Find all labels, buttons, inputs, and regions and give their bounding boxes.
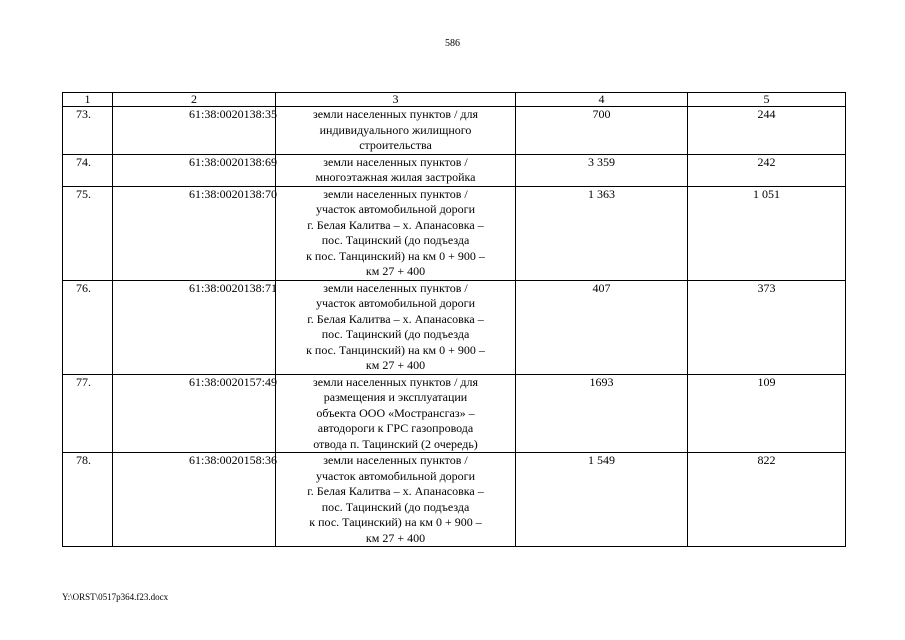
table-body	[63, 107, 846, 547]
description-line: пос. Тацинский (до подъезда	[321, 233, 470, 247]
description-line: к пос. Танцинский) на км 0 + 900 –	[306, 248, 485, 263]
cadastral-number-cell: 61:38:0020157:49	[113, 374, 276, 453]
description-line: земли населенных пунктов /	[323, 453, 468, 467]
description-line: участок автомобильной дороги	[315, 202, 476, 216]
col4-value-cell: 407	[516, 280, 688, 374]
col4-value-cell: 1 363	[516, 186, 688, 280]
col4-value-cell: 1693	[516, 374, 688, 453]
col4-value-cell: 700	[516, 107, 688, 155]
table-row	[63, 280, 846, 374]
header-row	[63, 93, 846, 107]
description-line: строительства	[359, 138, 432, 152]
description-line: пос. Тацинский (до подъезда	[321, 499, 470, 514]
header-col-1: 1	[63, 93, 113, 107]
description-cell	[276, 186, 516, 280]
description-line: участок автомобильной дороги	[315, 468, 476, 483]
col5-value-cell: 109	[688, 374, 846, 453]
description-line: многоэтажная жилая застройка	[315, 170, 476, 184]
description-line: г. Белая Калитва – х. Апанасовка –	[307, 484, 484, 498]
cadastral-number-cell: 61:38:0020138:35	[113, 107, 276, 155]
description-line: пос. Тацинский (до подъезда	[321, 327, 470, 341]
description-cell	[276, 374, 516, 453]
page-number: 586	[445, 38, 460, 49]
col5-value-cell: 822	[688, 453, 846, 547]
footer-file-path: Y:\ORST\0517p364.f23.docx	[62, 592, 169, 602]
land-plots-table	[62, 92, 846, 547]
cadastral-number-cell: 61:38:0020138:69	[113, 154, 276, 186]
row-number-cell: 78.	[63, 453, 113, 547]
description-line: км 27 + 400	[365, 358, 426, 372]
row-number-cell: 73.	[63, 107, 113, 155]
table-row	[63, 374, 846, 453]
col5-value-cell: 373	[688, 280, 846, 374]
description-cell	[276, 453, 516, 547]
description-line: автодороги к ГРС газопровода	[317, 421, 474, 435]
description-line: отвода п. Тацинский (2 очередь)	[313, 436, 478, 451]
header-col-2: 2	[113, 93, 276, 107]
description-line: г. Белая Калитва – х. Апанасовка –	[307, 311, 484, 326]
description-cell	[276, 107, 516, 155]
cadastral-number-cell: 61:38:0020158:36	[113, 453, 276, 547]
table-row	[63, 107, 846, 155]
row-number-cell: 74.	[63, 154, 113, 186]
description-line: земли населенных пунктов /	[323, 186, 468, 201]
header-col-5: 5	[688, 93, 846, 107]
table-row	[63, 453, 846, 547]
description-line: индивидуального жилищного	[319, 122, 472, 137]
description-line: размещения и эксплуатации	[323, 390, 468, 404]
table-row	[63, 186, 846, 280]
header-col-4: 4	[516, 93, 688, 107]
description-cell	[276, 280, 516, 374]
description-line: к пос. Танцинский) на км 0 + 900 –	[306, 342, 485, 357]
row-number-cell: 76.	[63, 280, 113, 374]
header-col-3: 3	[276, 93, 516, 107]
description-line: земли населенных пунктов /	[323, 154, 468, 169]
description-line: г. Белая Калитва – х. Апанасовка –	[307, 217, 484, 232]
col4-value-cell: 1 549	[516, 453, 688, 547]
col5-value-cell: 1 051	[688, 186, 846, 280]
col5-value-cell: 244	[688, 107, 846, 155]
description-line: земли населенных пунктов / для	[312, 107, 479, 121]
table-header	[63, 93, 846, 107]
description-line: земли населенных пунктов /	[323, 280, 468, 295]
description-line: объекта ООО «Мострансгаз» –	[316, 405, 475, 420]
description-cell	[276, 154, 516, 186]
description-line: участок автомобильной дороги	[315, 296, 476, 310]
cadastral-number-cell: 61:38:0020138:71	[113, 280, 276, 374]
description-line: к пос. Тацинский) на км 0 + 900 –	[309, 515, 482, 529]
row-number-cell: 75.	[63, 186, 113, 280]
col4-value-cell: 3 359	[516, 154, 688, 186]
description-line: км 27 + 400	[365, 264, 426, 278]
row-number-cell: 77.	[63, 374, 113, 453]
cadastral-number-cell: 61:38:0020138:70	[113, 186, 276, 280]
description-line: км 27 + 400	[365, 530, 426, 545]
col5-value-cell: 242	[688, 154, 846, 186]
description-line: земли населенных пунктов / для	[312, 374, 479, 389]
table-row	[63, 154, 846, 186]
